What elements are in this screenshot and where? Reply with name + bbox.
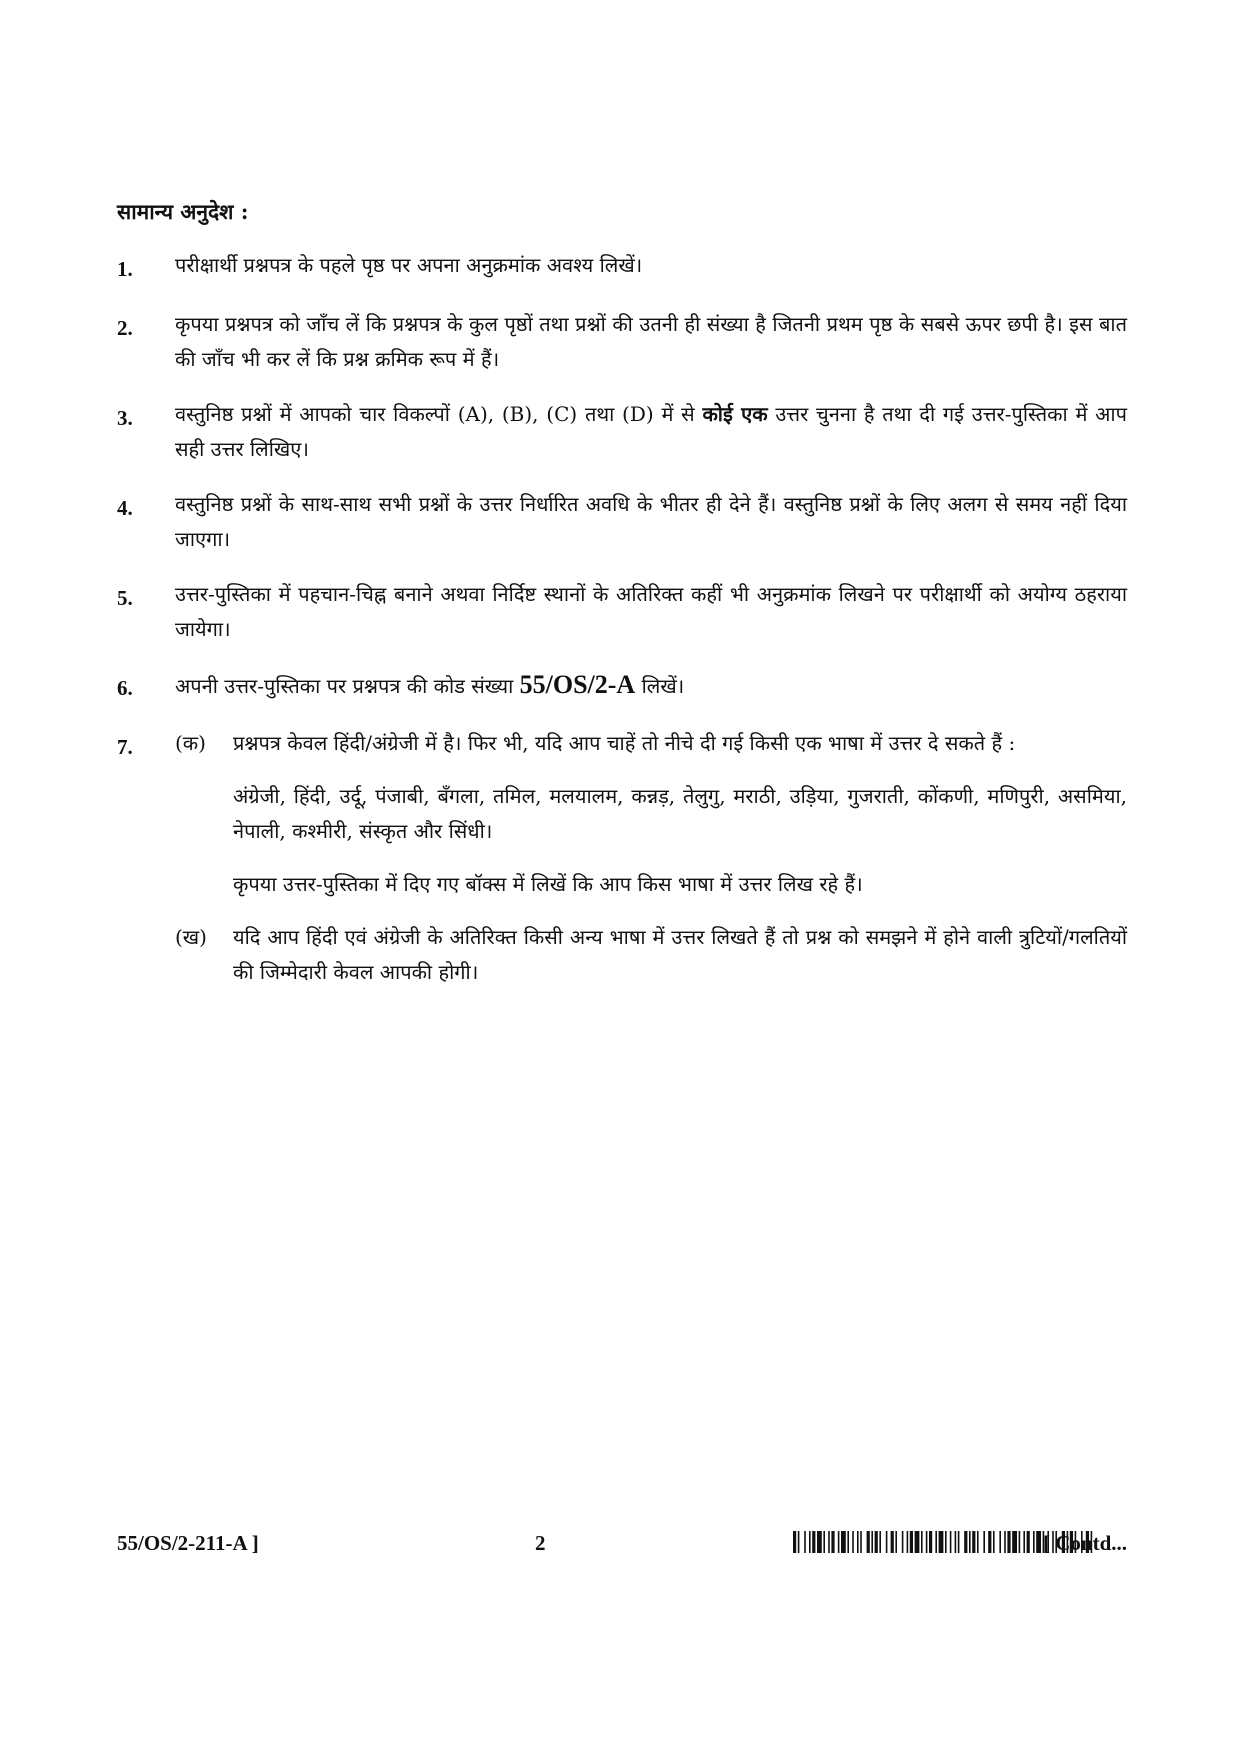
sub-item-label: (क) (175, 731, 206, 755)
instruction-text (175, 726, 1127, 990)
instructions-list (117, 248, 1127, 1010)
instruction-number: 5. (117, 586, 133, 610)
instruction-item-5 (117, 577, 1127, 647)
page-footer (117, 1525, 1127, 1561)
instruction-text: अपनी उत्तर-पुस्तिका पर प्रश्नपत्र की कोड संख्या 55/OS/2-A लिखें। (175, 670, 685, 699)
instruction-item-7 (117, 726, 1127, 990)
instruction-item-1 (117, 248, 1127, 287)
page-number: 2 (535, 1531, 546, 1555)
sub-item-label: (ख) (175, 925, 207, 949)
instruction-item-3 (117, 397, 1127, 467)
instruction-number: 4. (117, 496, 133, 520)
instruction-text: उत्तर-पुस्तिका में पहचान-चिह्न बनाने अथवा निर्दिष्ट स्थानों के अतिरिक्त कहीं भी अनुक्रमांक लिखने पर परीक्षार्थी को अयोग्य ठहराया जायेगा। (175, 582, 1127, 641)
sub-item-kha (175, 920, 1127, 990)
instruction-number: 2. (117, 316, 133, 340)
emphasis-text: कोई एक (702, 402, 768, 426)
instruction-number: 7. (117, 735, 133, 759)
instruction-item-2 (117, 307, 1127, 377)
instruction-text: वस्तुनिष्ठ प्रश्नों के साथ-साथ सभी प्रश्नों के उत्तर निर्धारित अवधि के भीतर ही देने हैं। वस्तुनिष्ठ प्रश्नों के लिए अलग से समय नहीं दिया जाएगा। (175, 492, 1127, 551)
instruction-item-6 (117, 667, 1127, 706)
sub-item-text: प्रश्नपत्र केवल हिंदी/अंग्रेजी में है। फिर भी, यदि आप चाहें तो नीचे दी गई किसी एक भाषा में उत्तर दे सकते हैं : (233, 731, 1016, 755)
instruction-number: 3. (117, 406, 133, 430)
instruction-text: वस्तुनिष्ठ प्रश्नों में आपको चार विकल्पों (A), (B), (C) तथा (D) में से कोई एक उत्तर चुनना है तथा दी गई उत्तर-पुस्तिका में आप सही उत्तर लिखिए। (175, 402, 1127, 461)
continued-label: [ Contd... (1042, 1531, 1127, 1555)
instruction-text: परीक्षार्थी प्रश्नपत्र के पहले पृष्ठ पर अपना अनुक्रमांक अवश्य लिखें। (175, 253, 643, 277)
sub-item-ka (175, 726, 1127, 902)
instruction-item-4 (117, 487, 1127, 557)
instruction-number: 1. (117, 257, 133, 281)
instruction-text: कृपया प्रश्नपत्र को जाँच लें कि प्रश्नपत्र के कुल पृष्ठों तथा प्रश्नों की उतनी ही संख्या है जितनी प्रथम पृष्ठ के सबसे ऊपर छपी है। इस बात की जाँच भी कर लें कि प्रश्न क्रमिक रूप में हैं। (175, 312, 1127, 371)
instructions-heading: सामान्य अनुदेश : (117, 199, 249, 224)
sub-item-text: यदि आप हिंदी एवं अंग्रेजी के अतिरिक्त किसी अन्य भाषा में उत्तर लिखते हैं तो प्रश्न को समझने में होने वाली त्रुटियों/गलतियों की जिम्मेदारी केवल आपकी होगी। (233, 925, 1127, 984)
box-note: कृपया उत्तर-पुस्तिका में दिए गए बॉक्स में लिखें कि आप किस भाषा में उत्तर लिख रहे हैं। (233, 872, 863, 896)
instruction-number: 6. (117, 676, 133, 700)
paper-code: 55/OS/2-A (519, 670, 636, 699)
language-list: अंग्रेजी, हिंदी, उर्दू, पंजाबी, बँगला, तमिल, मलयालम, कन्नड़, तेलुगु, मराठी, उड़िया, गुजराती, कोंकणी, मणिपुरी, असमिया, नेपाली, कश्मीरी, संस्कृत और सिंधी। (233, 784, 1127, 843)
footer-code: 55/OS/2-211-A ] (117, 1531, 259, 1555)
